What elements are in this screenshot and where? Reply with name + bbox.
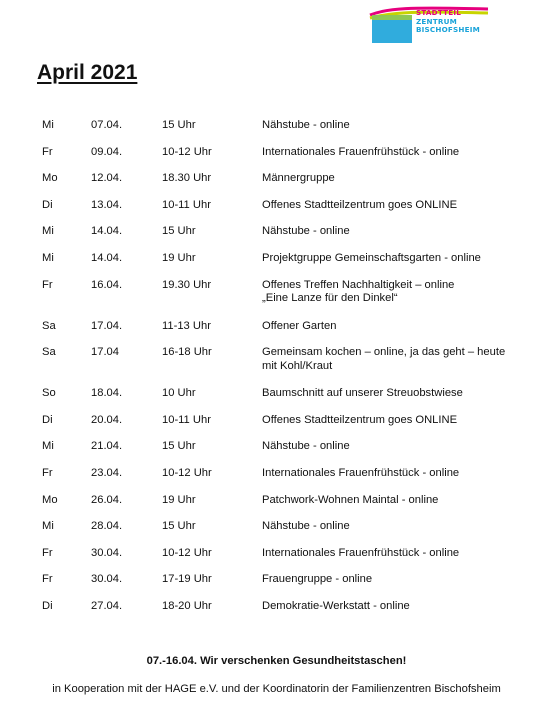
event-date: 18.04. [91,387,123,400]
event-title [262,199,512,213]
event-row [0,194,553,221]
event-row [0,568,553,595]
event-title [262,146,512,160]
event-day: Fr [42,145,53,158]
event-time: 19 Uhr [162,251,196,264]
event-day: Fr [42,466,53,479]
event-title-line: Internationales Frauenfrühstück - online [262,145,460,158]
event-title-line: Offenes Treffen Nachhaltigkeit – online [262,278,455,291]
event-row [0,167,553,194]
event-title [262,172,512,186]
event-title-line: Männergruppe [262,172,335,185]
event-time: 18.30 Uhr [162,172,212,185]
event-time: 18-20 Uhr [162,599,212,612]
event-date: 16.04. [91,278,123,291]
event-date: 27.04. [91,599,123,612]
event-date: 17.04. [91,319,123,332]
event-row [0,274,553,315]
event-title-line: Offener Garten [262,319,337,332]
event-title-line: Nähstube - online [262,520,350,533]
event-date: 14.04. [91,251,123,264]
logo-line-2: ZENTRUM [416,16,457,26]
event-title-line: Nähstube - online [262,119,350,131]
event-title [262,387,512,401]
event-time: 10-11 Uhr [162,413,211,426]
event-title [262,573,512,587]
event-time: 10-12 Uhr [162,145,212,158]
event-time: 10-12 Uhr [162,466,212,479]
event-time: 15 Uhr [162,440,196,453]
logo-line-3: BISCHOFSHEIM [416,25,480,35]
event-date: 09.04. [91,145,123,158]
event-day: Di [42,413,53,426]
logo-text [416,9,480,35]
page-title: April 2021 [37,61,138,84]
event-title-line: Internationales Frauenfrühstück - online [262,546,460,559]
event-title-line: Nähstube - online [262,225,350,238]
event-title [262,494,512,508]
event-time: 15 Uhr [162,520,196,533]
event-row [0,247,553,274]
event-day: Mi [42,440,54,453]
event-list [0,114,553,622]
event-title-line: Gemeinsam kochen – online, ja das geht – heute [262,346,506,359]
event-day: Mo [42,172,58,185]
event-day: Fr [42,546,53,559]
event-title [262,467,512,481]
event-title [262,600,512,614]
event-date: 20.04. [91,413,123,426]
event-row [0,220,553,247]
event-title [262,320,512,334]
logo-line-1: STADTTEIL [416,8,461,17]
event-row [0,435,553,462]
event-day: Mi [42,225,54,238]
event-title-line: Demokratie-Werkstatt - online [262,599,410,612]
event-day: Fr [42,573,53,586]
event-date: 12.04. [91,172,123,185]
event-day: So [42,387,56,400]
event-day: Di [42,198,53,211]
event-row [0,141,553,168]
event-title-line: mit Kohl/Kraut [262,359,333,372]
event-title [262,414,512,428]
event-title [262,547,512,561]
event-title [262,279,512,306]
event-row [0,462,553,489]
event-title [262,225,512,239]
event-row [0,542,553,569]
event-day: Mi [42,520,54,533]
event-date: 30.04. [91,546,123,559]
event-row [0,489,553,516]
event-title [262,520,512,534]
event-time: 10-11 Uhr [162,198,211,211]
event-title-line: Nähstube - online [262,440,350,453]
event-title-line: Baumschnitt auf unserer Streuobstwiese [262,387,463,400]
event-title [262,252,512,266]
event-time: 10 Uhr [162,387,196,400]
event-day: Mi [42,251,54,264]
gift-announcement: 07.-16.04. Wir verschenken Gesundheitstaschen! [146,655,407,667]
event-title-line: „Eine Lanze für den Dinkel“ [262,292,398,305]
event-date: 21.04. [91,440,123,453]
event-date: 28.04. [91,520,123,533]
logo-block-green [372,15,412,20]
event-day: Di [42,599,53,612]
event-title [262,346,512,373]
event-time: 15 Uhr [162,225,196,238]
event-title [262,440,512,454]
event-row [0,382,553,409]
cooperation-note: in Kooperation mit der HAGE e.V. und der Koordinatorin der Familienzentren Bischofsheim [52,683,501,695]
event-title [262,119,512,133]
event-row [0,114,553,141]
event-row [0,595,553,622]
event-day: Fr [42,278,53,291]
event-time: 16-18 Uhr [162,346,212,359]
event-day: Mi [42,119,54,131]
event-title-line: Offenes Stadtteilzentrum goes ONLINE [262,198,458,211]
event-day: Mo [42,493,58,506]
event-title-line: Patchwork-Wohnen Maintal - online [262,493,439,506]
event-date: 30.04. [91,573,123,586]
event-day: Sa [42,319,56,332]
event-date: 23.04. [91,466,123,479]
event-row [0,515,553,542]
event-title-line: Internationales Frauenfrühstück - online [262,466,460,479]
event-time: 11-13 Uhr [162,319,211,332]
event-time: 10-12 Uhr [162,546,212,559]
event-time: 15 Uhr [162,119,196,131]
event-date: 26.04. [91,493,123,506]
event-title-line: Frauengruppe - online [262,573,373,586]
event-time: 19 Uhr [162,493,196,506]
event-date: 14.04. [91,225,123,238]
event-day: Sa [42,346,56,359]
event-date: 17.04 [91,346,119,359]
event-row [0,315,553,342]
event-row [0,409,553,436]
event-time: 19.30 Uhr [162,278,212,291]
event-title-line: Projektgruppe Gemeinschaftsgarten - online [262,251,481,264]
event-row [0,341,553,382]
event-title-line: Offenes Stadtteilzentrum goes ONLINE [262,413,458,426]
event-date: 13.04. [91,198,123,211]
event-date: 07.04. [91,119,123,131]
event-time: 17-19 Uhr [162,573,212,586]
